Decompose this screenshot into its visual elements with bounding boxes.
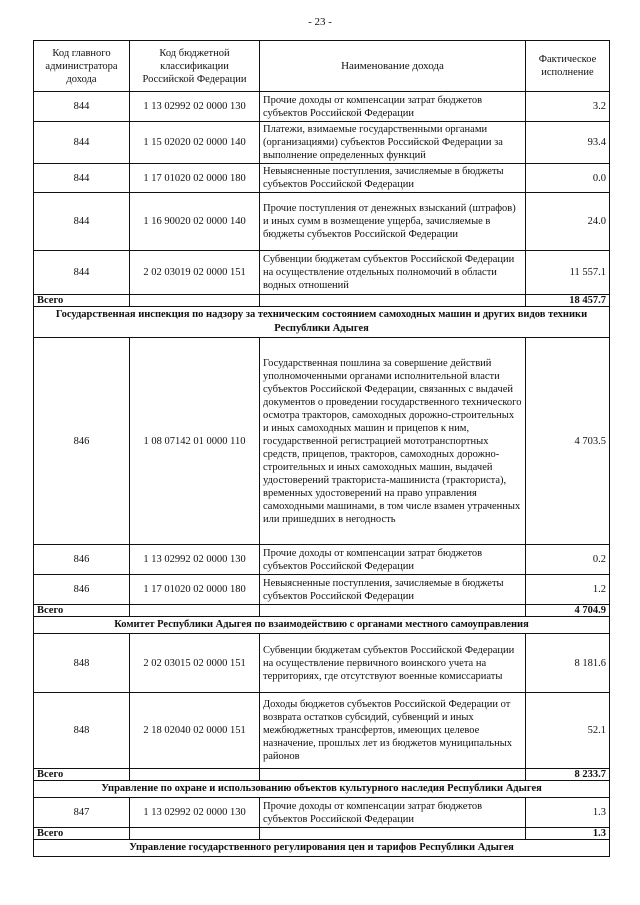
- section-header-row: [34, 840, 610, 857]
- budget-code-cell: 2 18 02040 02 0000 151: [130, 693, 260, 769]
- income-name-cell: Субвенции бюджетам субъектов Российской Федерации на осуществление первичного воинского учета на территориях, где отсутствуют военные комиссариаты: [260, 634, 526, 693]
- budget-code-cell: 1 17 01020 02 0000 180: [130, 575, 260, 605]
- actual-value-cell: 0.0: [526, 164, 610, 193]
- income-table: [33, 40, 610, 857]
- table-row: [34, 193, 610, 251]
- table-row: [34, 164, 610, 193]
- actual-value-cell: 8 181.6: [526, 634, 610, 693]
- admin-code-cell: 844: [34, 251, 130, 295]
- total-label: Всего: [34, 295, 130, 307]
- income-name-cell: Невыясненные поступления, зачисляемые в бюджеты субъектов Российской Федерации: [260, 164, 526, 193]
- header-actual: Фактическое исполнение: [526, 41, 610, 92]
- table-row: [34, 798, 610, 828]
- total-value: 8 233.7: [526, 769, 610, 781]
- header-admin-code: Код главного администратора дохода: [34, 41, 130, 92]
- admin-code-cell: 847: [34, 798, 130, 828]
- section-title: Управление государственного регулирования цен и тарифов Республики Адыгея: [34, 840, 610, 857]
- actual-value-cell: 11 557.1: [526, 251, 610, 295]
- budget-code-cell: 2 02 03015 02 0000 151: [130, 634, 260, 693]
- total-value: 18 457.7: [526, 295, 610, 307]
- table-row: [34, 122, 610, 164]
- budget-code-cell: 1 08 07142 01 0000 110: [130, 338, 260, 545]
- table-row: [34, 338, 610, 545]
- section-title: Комитет Республики Адыгея по взаимодействию с органами местного самоуправления: [34, 617, 610, 634]
- total-empty-cell: [260, 828, 526, 840]
- table-row: [34, 634, 610, 693]
- section-title: Государственная инспекция по надзору за техническим состоянием самоходных машин и других видов техники Республики Адыгея: [34, 307, 610, 338]
- income-name-cell: Прочие доходы от компенсации затрат бюджетов субъектов Российской Федерации: [260, 798, 526, 828]
- total-empty-cell: [260, 295, 526, 307]
- table-row: [34, 92, 610, 122]
- admin-code-cell: 846: [34, 545, 130, 575]
- actual-value-cell: 93.4: [526, 122, 610, 164]
- section-title: Управление по охране и использованию объектов культурного наследия Республики Адыгея: [34, 781, 610, 798]
- income-name-cell: Прочие доходы от компенсации затрат бюджетов субъектов Российской Федерации: [260, 92, 526, 122]
- header-budget-code: Код бюджетной классификации Российской Федерации: [130, 41, 260, 92]
- table-row: [34, 251, 610, 295]
- admin-code-cell: 844: [34, 193, 130, 251]
- section-header-row: [34, 307, 610, 338]
- table-row: [34, 693, 610, 769]
- admin-code-cell: 844: [34, 122, 130, 164]
- total-row: [34, 605, 610, 617]
- section-header-row: [34, 617, 610, 634]
- actual-value-cell: 3.2: [526, 92, 610, 122]
- actual-value-cell: 52.1: [526, 693, 610, 769]
- total-empty-cell: [260, 769, 526, 781]
- admin-code-cell: 848: [34, 634, 130, 693]
- budget-code-cell: 1 13 02992 02 0000 130: [130, 92, 260, 122]
- budget-code-cell: 1 13 02992 02 0000 130: [130, 545, 260, 575]
- admin-code-cell: 846: [34, 338, 130, 545]
- table-header-row: [34, 41, 610, 92]
- table-row: [34, 575, 610, 605]
- actual-value-cell: 24.0: [526, 193, 610, 251]
- budget-code-cell: 1 15 02020 02 0000 140: [130, 122, 260, 164]
- total-value: 1.3: [526, 828, 610, 840]
- total-value: 4 704.9: [526, 605, 610, 617]
- total-label: Всего: [34, 769, 130, 781]
- actual-value-cell: 0.2: [526, 545, 610, 575]
- budget-code-cell: 1 17 01020 02 0000 180: [130, 164, 260, 193]
- budget-code-cell: 2 02 03019 02 0000 151: [130, 251, 260, 295]
- income-name-cell: Доходы бюджетов субъектов Российской Федерации от возврата остатков субсидий, субвенций и иных межбюджетных трансфертов, имеющих целевое назначение, прошлых лет из бюджетов муниципальных районов: [260, 693, 526, 769]
- income-name-cell: Прочие доходы от компенсации затрат бюджетов субъектов Российской Федерации: [260, 545, 526, 575]
- total-row: [34, 295, 610, 307]
- page-number: - 23 -: [308, 16, 332, 28]
- total-empty-cell: [130, 295, 260, 307]
- actual-value-cell: 4 703.5: [526, 338, 610, 545]
- income-name-cell: Субвенции бюджетам субъектов Российской Федерации на осуществление отдельных полномочий в области водных отношений: [260, 251, 526, 295]
- table-row: [34, 545, 610, 575]
- admin-code-cell: 846: [34, 575, 130, 605]
- section-header-row: [34, 781, 610, 798]
- total-label: Всего: [34, 828, 130, 840]
- budget-code-cell: 1 13 02992 02 0000 130: [130, 798, 260, 828]
- total-row: [34, 769, 610, 781]
- total-empty-cell: [130, 828, 260, 840]
- actual-value-cell: 1.2: [526, 575, 610, 605]
- total-empty-cell: [130, 769, 260, 781]
- total-row: [34, 828, 610, 840]
- total-label: Всего: [34, 605, 130, 617]
- header-income-name: Наименование дохода: [260, 41, 526, 92]
- income-name-cell: Платежи, взимаемые государственными органами (организациями) субъектов Российской Федерации за выполнение определенных функций: [260, 122, 526, 164]
- admin-code-cell: 844: [34, 164, 130, 193]
- income-name-cell: Прочие поступления от денежных взысканий (штрафов) и иных сумм в возмещение ущерба, зачисляемые в бюджеты субъектов Российской Федерации: [260, 193, 526, 251]
- income-name-cell: Государственная пошлина за совершение действий уполномоченными органами исполнительной власти субъектов Российской Федерации, связанных с выдачей документов о проведении государственного технического осмотра тракторов, самоходных дорожно-строительных и иных самоходных машин и прицепов к ним, государственной регистрацией мототранспортных средств, прицепов, тракторов, самоходных дорожно-строительных и иных самоходных машин, выдачей удостоверений тракториста-машиниста (тракториста), временных удостоверений на право управления самоходными машинами, в том числе взамен утраченных или пришедших в негодность: [260, 338, 526, 545]
- total-empty-cell: [130, 605, 260, 617]
- actual-value-cell: 1.3: [526, 798, 610, 828]
- admin-code-cell: 848: [34, 693, 130, 769]
- budget-code-cell: 1 16 90020 02 0000 140: [130, 193, 260, 251]
- income-name-cell: Невыясненные поступления, зачисляемые в бюджеты субъектов Российской Федерации: [260, 575, 526, 605]
- total-empty-cell: [260, 605, 526, 617]
- admin-code-cell: 844: [34, 92, 130, 122]
